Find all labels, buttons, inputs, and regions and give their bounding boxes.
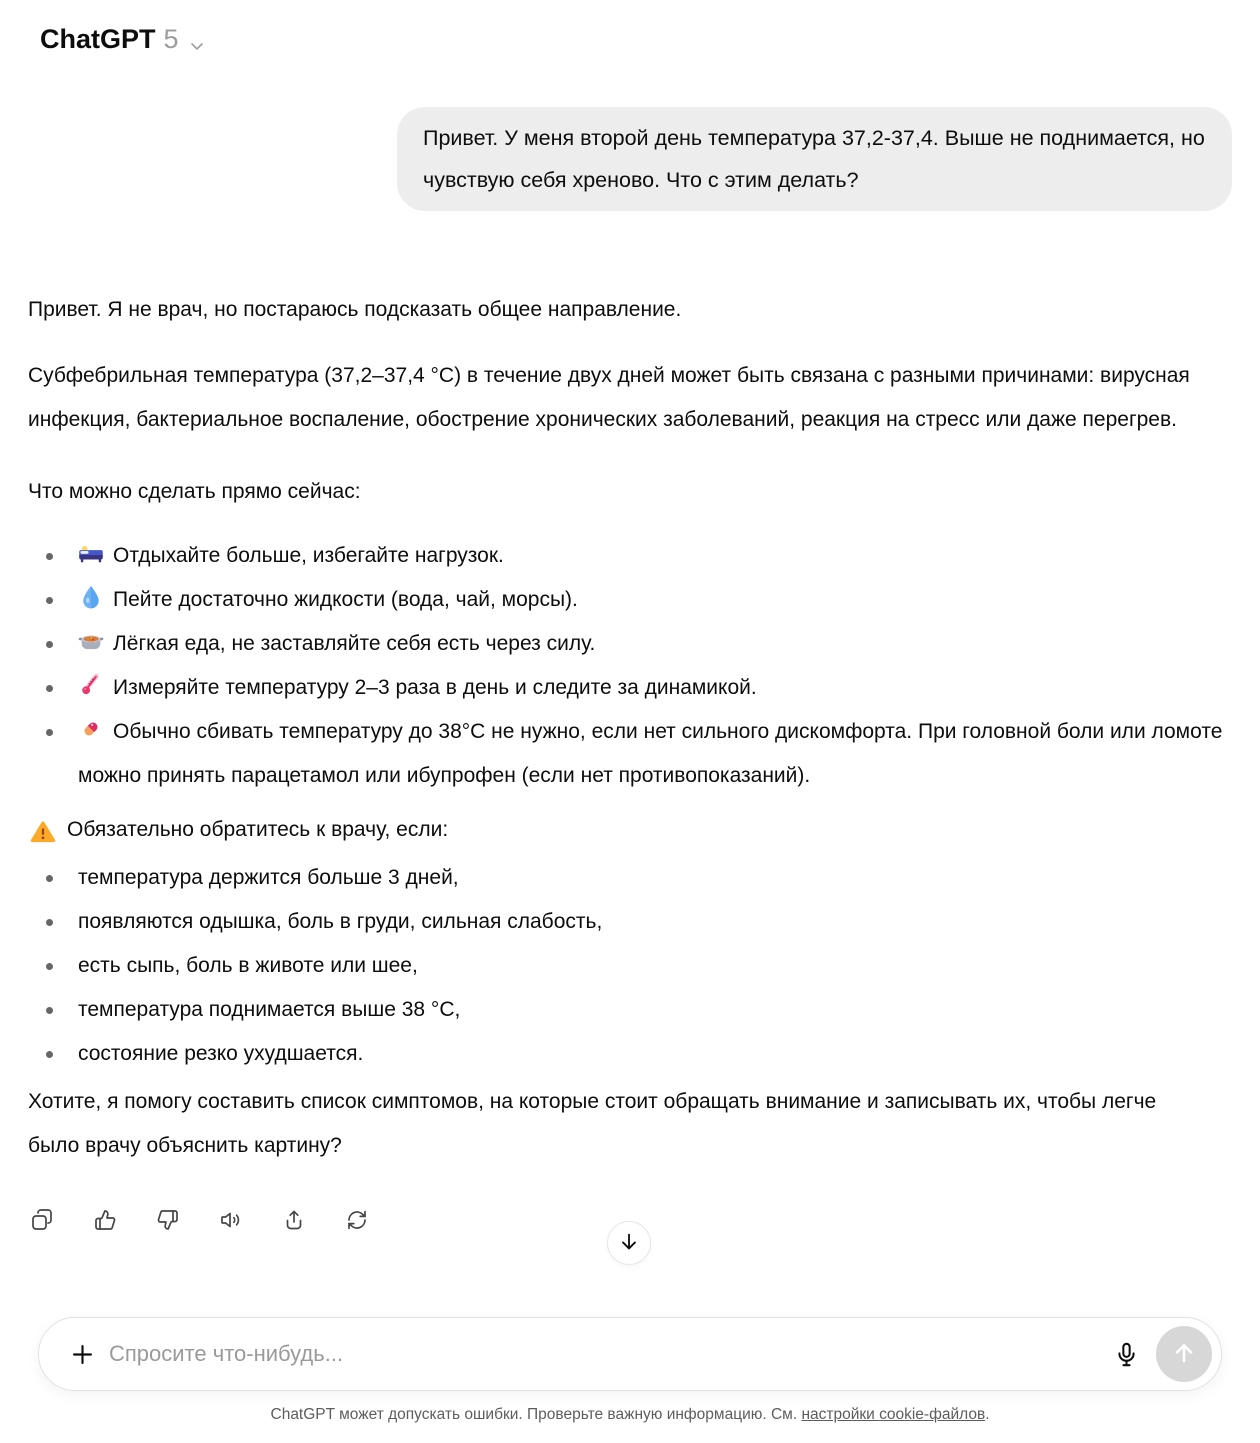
thumbs-down-icon [156, 1208, 180, 1232]
app-title: ChatGPT [40, 24, 156, 54]
list-item [28, 988, 1232, 1032]
list-item-text: состояние резко ухудшается. [78, 1042, 364, 1065]
model-switcher[interactable] [0, 0, 1260, 55]
list-item [28, 578, 1232, 622]
arrow-up-icon [1171, 1340, 1197, 1369]
arrow-down-icon [618, 1231, 640, 1256]
read-aloud-button[interactable] [219, 1208, 243, 1232]
pot-of-food-emoji-icon [78, 626, 104, 652]
copy-icon [30, 1208, 54, 1232]
list-item-text: Обычно сбивать температуру до 38°C не нужно, если нет сильного дискомфорта. При головной боли или ломоте можно принять парацетамол или ибупрофен (если нет противопоказаний). [78, 720, 1223, 787]
disclaimer-period: . [985, 1406, 990, 1423]
list-item-text: Пейте достаточно жидкости (вода, чай, морсы). [113, 588, 578, 611]
droplet-emoji-icon [78, 582, 104, 608]
copy-button[interactable] [30, 1208, 54, 1232]
share-icon [282, 1208, 306, 1232]
attach-button[interactable] [69, 1341, 96, 1368]
user-message-row [28, 107, 1232, 211]
list-item-text: температура поднимается выше 38 °C, [78, 998, 461, 1021]
list-item [28, 666, 1232, 710]
chevron-down-icon [187, 32, 207, 52]
list-item-text: Измеряйте температуру 2–3 раза в день и следите за динамикой. [113, 676, 757, 699]
microphone-icon [1113, 1341, 1140, 1368]
send-button[interactable] [1156, 1326, 1212, 1382]
list-item-text: Лёгкая еда, не заставляйте себя есть через силу. [113, 632, 596, 655]
regenerate-button[interactable] [345, 1208, 369, 1232]
message-input[interactable] [109, 1341, 1113, 1367]
assistant-closing-paragraph: Хотите, я помогу составить список симптомов, на которые стоит обращать внимание и записывать их, чтобы легче было врачу объяснить картину? [28, 1090, 1157, 1157]
list-item [28, 900, 1232, 944]
list-item [28, 622, 1232, 666]
list-item [28, 944, 1232, 988]
list-item [28, 710, 1232, 798]
warning-heading-text: Обязательно обратитесь к врачу, если: [67, 818, 449, 841]
model-version: 5 [163, 24, 179, 54]
warning-list [28, 856, 1232, 1076]
share-button[interactable] [282, 1208, 306, 1232]
now-heading: Что можно сделать прямо сейчас: [28, 480, 361, 503]
pill-emoji-icon [78, 714, 104, 740]
disclaimer-text: ChatGPT может допускать ошибки. Проверьте важную информацию. См. [270, 1406, 802, 1423]
assistant-explanation-paragraph: Субфебрильная температура (37,2–37,4 °C) в течение двух дней может быть связана с разными причинами: вирусная инфекция, бактериальное воспаление, обострение хронических заболеваний, реакция на стресс или даже перегрев. [28, 364, 1190, 431]
thermometer-emoji-icon [78, 670, 104, 696]
bed-emoji-icon [78, 538, 104, 564]
thumbs-up-button[interactable] [93, 1208, 117, 1232]
conversation [0, 107, 1260, 1232]
list-item-text: появляются одышка, боль в груди, сильная слабость, [78, 910, 603, 933]
list-item [28, 1032, 1232, 1076]
dictate-button[interactable] [1113, 1341, 1140, 1368]
thumbs-down-button[interactable] [156, 1208, 180, 1232]
user-message-bubble: Привет. У меня второй день температура 37,2-37,4. Выше не поднимается, но чувствую себя хреново. Что с этим делать? [397, 107, 1232, 211]
read-aloud-icon [219, 1208, 243, 1232]
scroll-to-bottom-button[interactable] [607, 1221, 651, 1265]
list-item-text: температура держится больше 3 дней, [78, 866, 459, 889]
disclaimer [0, 1406, 1260, 1424]
warning-heading-row [28, 808, 1232, 852]
plus-icon [69, 1341, 96, 1368]
list-item-text: Отдыхайте больше, избегайте нагрузок. [113, 544, 504, 567]
warning-emoji-icon [30, 817, 56, 843]
composer [38, 1317, 1222, 1391]
assistant-intro-paragraph: Привет. Я не врач, но постараюсь подсказать общее направление. [28, 298, 682, 321]
cookie-settings-link[interactable]: настройки cookie-файлов [801, 1406, 986, 1423]
thumbs-up-icon [93, 1208, 117, 1232]
list-item [28, 534, 1232, 578]
regenerate-icon [345, 1208, 369, 1232]
list-item-text: есть сыпь, боль в животе или шее, [78, 954, 418, 977]
list-item [28, 856, 1232, 900]
assistant-message [28, 288, 1232, 1232]
now-list [28, 534, 1232, 798]
